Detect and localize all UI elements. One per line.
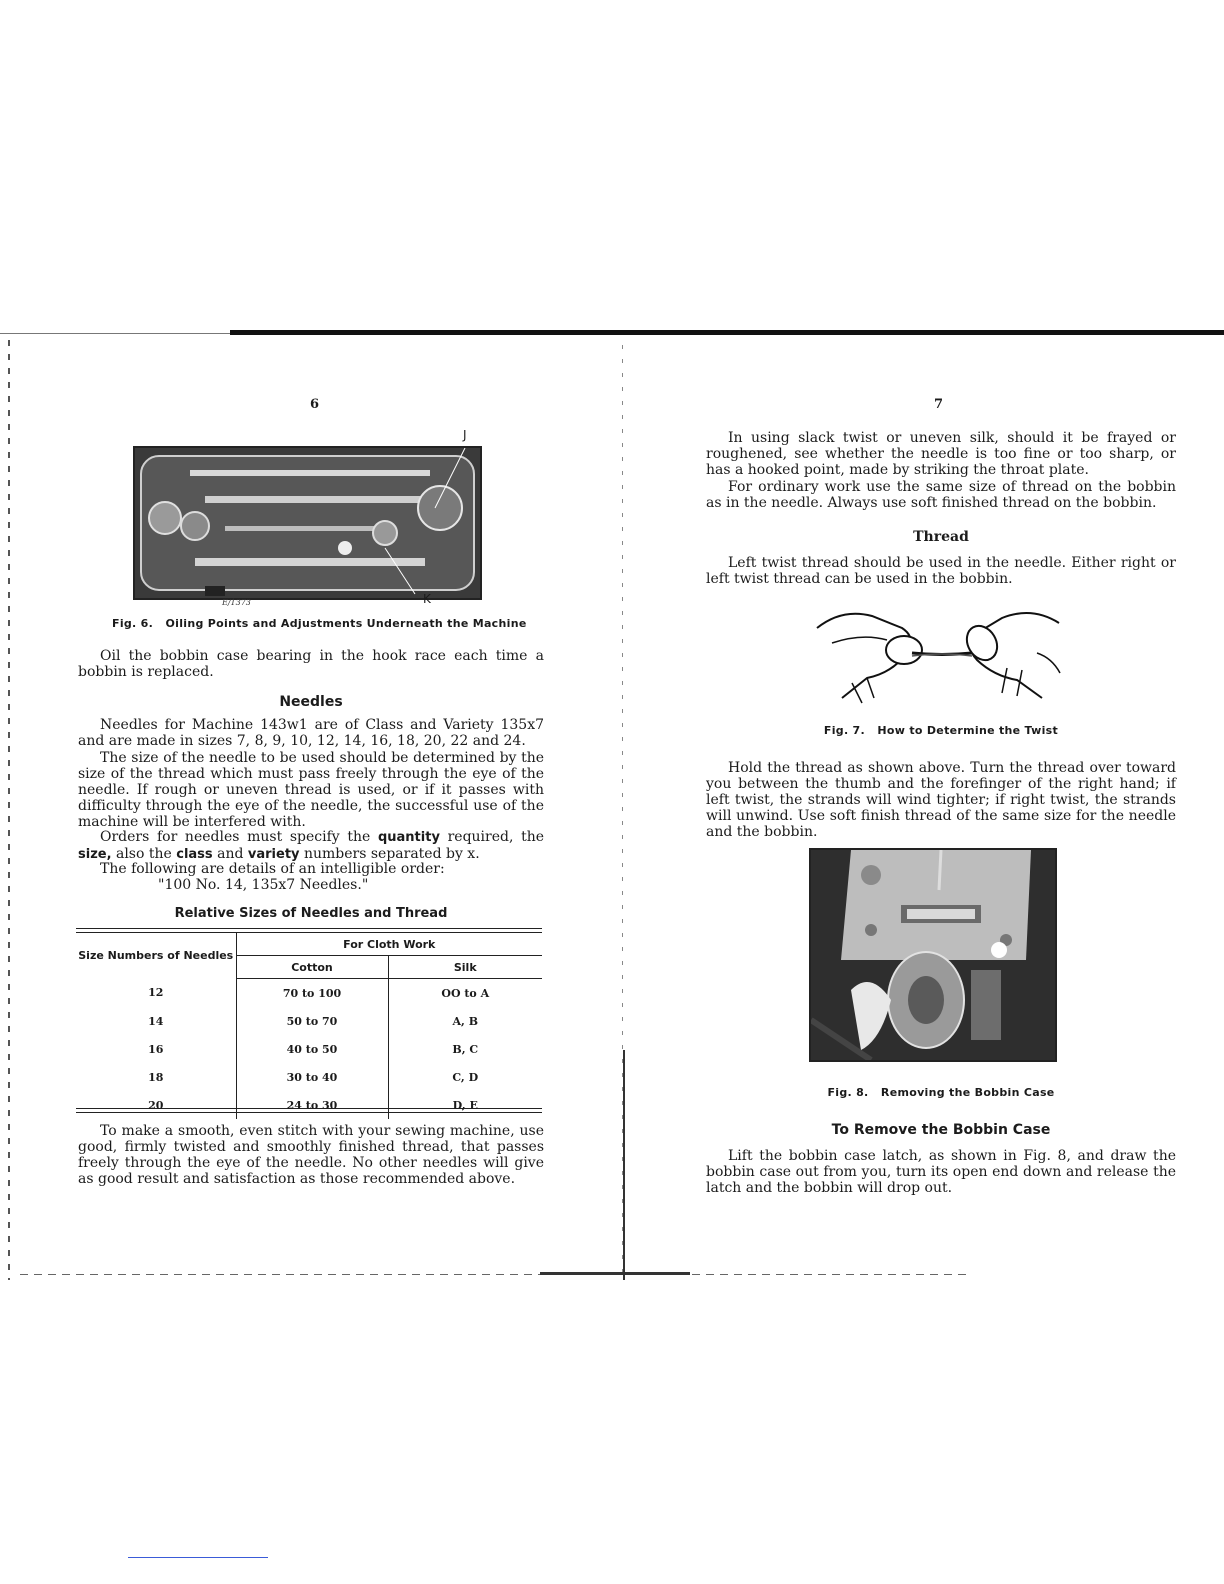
bottom-rule-dark bbox=[540, 1272, 690, 1275]
oil-paragraph: Oil the bobbin case bearing in the hook race each time a bobbin is replaced. bbox=[78, 648, 544, 680]
orders-quantity: quantity bbox=[377, 830, 440, 845]
fig7-hands-illustration bbox=[812, 598, 1064, 708]
cell-silk: A, B bbox=[452, 1014, 478, 1028]
top-rule-thin bbox=[0, 333, 230, 334]
fig8-drawing bbox=[811, 850, 1055, 1060]
needles-paragraph-2: The size of the needle to be used should be determined by the size of the thread which must pass freely through the eye of the needle. If rough or uneven thread is used, or if it passes with difficulty through the eye of the needle, the successful use of the machine will be interfered with. bbox=[78, 750, 544, 830]
following-line: The following are details of an intelligible order: bbox=[100, 861, 445, 877]
cell-size: 12 bbox=[76, 979, 236, 1008]
table-row bbox=[76, 1007, 542, 1035]
thread-paragraph: Left twist thread should be used in the needle. Either right or left twist thread can be used in the bobbin. bbox=[706, 555, 1176, 587]
left-page-number: 6 bbox=[310, 397, 320, 412]
left-page-edge bbox=[8, 340, 10, 1280]
remove-bobbin-heading: To Remove the Bobbin Case bbox=[831, 1122, 1051, 1138]
cell-size: 16 bbox=[76, 1035, 236, 1063]
top-rule bbox=[230, 330, 1224, 335]
silk-paragraph-1: In using slack twist or uneven silk, should it be frayed or roughened, see whether the needle is too fine or too sharp, or has a hooked point, made by striking the throat plate. bbox=[706, 430, 1176, 478]
fig6-callout-j: J bbox=[463, 428, 467, 442]
cell-size: 20 bbox=[76, 1091, 236, 1119]
header-silk: Silk bbox=[388, 956, 542, 979]
fig6-code: E/1373 bbox=[222, 598, 251, 607]
order-example: "100 No. 14, 135x7 Needles." bbox=[158, 877, 369, 893]
cell-cotton: 50 to 70 bbox=[236, 1007, 388, 1035]
needle-thread-table bbox=[76, 933, 542, 1119]
fig6-machine-underside bbox=[133, 446, 482, 600]
cell-silk: D, E bbox=[452, 1098, 478, 1112]
thread-heading: Thread bbox=[913, 529, 969, 545]
cell-cotton: 24 to 30 bbox=[236, 1091, 388, 1119]
right-page-number: 7 bbox=[934, 397, 944, 412]
orders-variety: variety bbox=[247, 847, 300, 862]
cell-cotton: 40 to 50 bbox=[236, 1035, 388, 1063]
table-row bbox=[76, 1063, 542, 1091]
table-row bbox=[76, 1091, 542, 1119]
bottom-rule bbox=[20, 1274, 970, 1275]
needles-heading: Needles bbox=[279, 694, 343, 710]
fig8-caption: Fig. 8. Removing the Bobbin Case bbox=[827, 1086, 1055, 1099]
orders-text-c: also the bbox=[111, 846, 177, 862]
orders-text-b: required, the bbox=[439, 829, 545, 845]
orders-text-a: Orders for needles must specify the bbox=[100, 829, 378, 845]
header-size-numbers: Size Numbers of Needles bbox=[76, 933, 236, 979]
table-header-row bbox=[76, 933, 542, 956]
blue-underline bbox=[128, 1557, 268, 1558]
fig6-callout-k: K bbox=[423, 592, 431, 606]
cell-cotton: 30 to 40 bbox=[236, 1063, 388, 1091]
orders-paragraph bbox=[78, 829, 544, 863]
table-heading: Relative Sizes of Needles and Thread bbox=[174, 906, 448, 921]
fig7-caption: Fig. 7. How to Determine the Twist bbox=[823, 724, 1059, 737]
orders-class: class bbox=[176, 847, 213, 862]
cell-size: 14 bbox=[76, 1007, 236, 1035]
header-cotton: Cotton bbox=[236, 956, 388, 979]
cell-silk: OO to A bbox=[441, 986, 490, 1000]
remove-bobbin-paragraph: Lift the bobbin case latch, as shown in Fig. 8, and draw the bobbin case out from you, turn its open end down and release the latch and the bobbin will drop out. bbox=[706, 1148, 1176, 1196]
orders-text-e: numbers separated by x. bbox=[299, 846, 480, 862]
hold-paragraph: Hold the thread as shown above. Turn the thread over toward you between the thumb and the forefinger of the right hand; if left twist, the strands will wind tighter; if right twist, the strands will unwind. Use soft finish thread of the same size for the needle and the bobbin. bbox=[706, 760, 1176, 840]
cell-size: 18 bbox=[76, 1063, 236, 1091]
orders-size: size, bbox=[78, 847, 112, 862]
silk-paragraph-2: For ordinary work use the same size of thread on the bobbin as in the needle. Always use soft finished thread on the bobbin. bbox=[706, 479, 1176, 511]
table-row bbox=[76, 979, 542, 1008]
table-row bbox=[76, 1035, 542, 1063]
needles-paragraph-1: Needles for Machine 143w1 are of Class and Variety 135x7 and are made in sizes 7, 8, 9, 10, 12, 14, 16, 18, 20, 22 and 24. bbox=[78, 717, 544, 749]
cell-cotton: 70 to 100 bbox=[236, 979, 388, 1008]
cell-silk: B, C bbox=[452, 1042, 479, 1056]
fig8-bobbin-photo bbox=[809, 848, 1057, 1062]
orders-text-d: and bbox=[212, 846, 248, 862]
cell-silk: C, D bbox=[452, 1070, 479, 1084]
fig6-caption: Fig. 6. Oiling Points and Adjustments Underneath the Machine bbox=[112, 617, 527, 630]
fig6-drawing bbox=[135, 448, 480, 598]
center-gutter-solid bbox=[623, 1050, 625, 1280]
closing-paragraph: To make a smooth, even stitch with your sewing machine, use good, firmly twisted and smoothly finished thread, that passes freely through the eye of the needle. No other needles will give as good result and satisfaction as those recommended above. bbox=[78, 1123, 544, 1187]
header-cloth-work: For Cloth Work bbox=[236, 933, 542, 956]
